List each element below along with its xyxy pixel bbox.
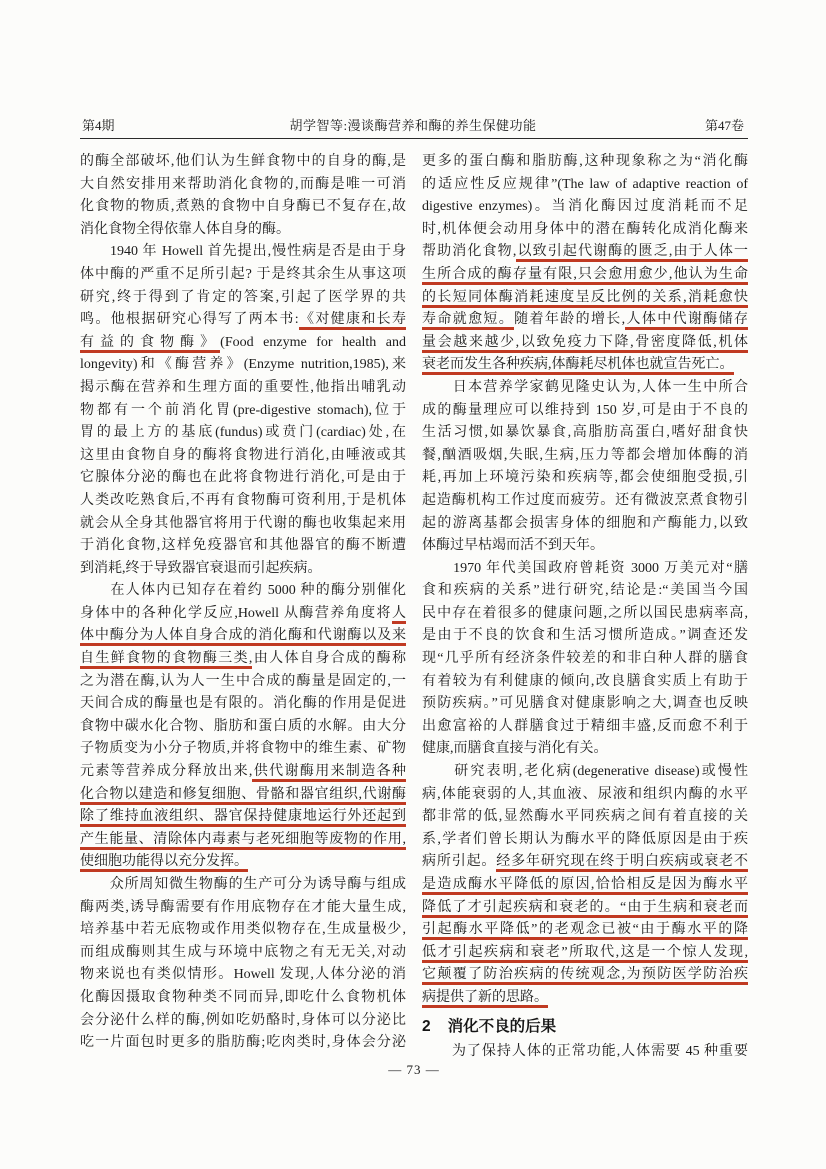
- text-line: 更多的蛋白酶和脂肪酶,这种现象称之为“消化酶: [422, 154, 748, 169]
- red-underline-annotation: 衰老而发生各种疾病,体酶耗尽机体也就宣告死亡。: [422, 357, 734, 375]
- text-line: 1940 年 Howell 首先提出,慢性病是否是由于身: [80, 244, 406, 260]
- text-line: [80, 829, 406, 852]
- page-header: [82, 115, 744, 134]
- text-line: 消化食物全得依靠人体自身的酶。: [80, 221, 290, 237]
- text-line: 之为潜在酶,认为人一生中合成的酶量是固定的,一: [80, 673, 406, 689]
- red-underline-annotation: 它颠覆了防治疾病的传统观念,为预防医学防治疾: [422, 967, 748, 985]
- text-line: digestive enzymes)。当消化酶因过度消耗而不足: [422, 199, 748, 215]
- red-underline-annotation: 除了维持血液组织、器官保持健康地运行外还起到: [80, 809, 406, 827]
- text-line: 的适应性反应规律”(The law of adaptive reaction of: [422, 176, 748, 192]
- text-line: 起造酶机构工作过度而疲劳。还有微波烹煮食物引: [422, 492, 748, 508]
- text-line: 物来说也有类似情形。Howell 发现,人体分泌的消: [80, 967, 406, 983]
- text-line: 有着较为有利健康的倾向,改良膳食实质上有助于: [422, 673, 748, 689]
- text-line: 大自然安排用来帮助消化食物的,而酶是唯一可消: [80, 176, 406, 192]
- text-line: 鸣。他根据研究心得写了两本书:《对健康和长寿: [80, 309, 406, 332]
- text-line: 系,学者们曾长期认为酶水平的降低原因是由于疾: [422, 831, 748, 847]
- section-number: 2: [422, 1017, 431, 1035]
- text-line: 它腺体分泌的酶也在此将食物进行消化,可是由于: [80, 470, 406, 486]
- text-line: 化酶因摄取食物种类不同而异,即吃什么食物机体: [80, 989, 406, 1005]
- text-line: 时,机体便会动用身体中的潜在酶转化成消化酶来: [422, 221, 748, 237]
- red-underline-annotation: 产生能量、清除体内毒素与老死细胞等废物的作用,: [80, 832, 406, 850]
- text-line: 天间合成的酶量也是有限的。消化酶的作用是促进: [80, 696, 406, 712]
- red-underline-annotation: 化合物以建造和修复细胞、骨骼和器官组织,代谢酶: [80, 787, 406, 805]
- text-line: 餐,酗酒吸烟,失眠,生病,压力等都会增加体酶的消: [422, 447, 748, 463]
- red-underline-annotation: 的长短同体酶消耗速度呈反比例的关系,消耗愈快: [422, 290, 748, 308]
- text-line: [422, 332, 748, 355]
- text-line: 为了保持人体的正常功能,人体需要 45 种重要: [422, 1043, 748, 1059]
- right-column: [422, 151, 748, 1063]
- text-line: [422, 287, 748, 310]
- text-line: [80, 625, 406, 648]
- red-underline-annotation: 量会越来越少,以致免疫力下降,骨密度降低,机体: [422, 335, 748, 353]
- text-line: 揭示酶在营养和生理方面的重要性,他指出哺乳动: [80, 379, 406, 395]
- red-underline-annotation: 使细胞功能得以充分发挥。: [80, 854, 248, 872]
- text-line: 就会从全身其他器官将用于代谢的酶也收集起来用: [80, 515, 406, 531]
- section-heading: [422, 1017, 748, 1037]
- text-line: 食物中碳水化合物、脂肪和蛋白质的水解。由大分: [80, 718, 406, 734]
- text-line: 这里由食物自身的酶将食物进行消化,由唾液或其: [80, 447, 406, 463]
- text-line: 体酶过早枯竭而活不到天年。: [422, 538, 604, 554]
- text-line: [422, 354, 748, 377]
- text-line: 吃一片面包时更多的脂肪酶;吃肉类时,身体会分泌: [80, 1035, 406, 1051]
- text-line: [80, 806, 406, 829]
- text-line: [80, 784, 406, 807]
- text-line: 众所周知微生物酶的生产可分为诱导酶与组成: [80, 877, 406, 892]
- red-underline-annotation: 以致引起代谢酶的匮乏,由于人体一: [516, 244, 748, 262]
- text-line: 自生鲜食物的食物酶三类,由人体自身合成的酶称: [80, 648, 406, 671]
- red-underline-annotation: 是造成酶水平降低的原因,恰恰相反是因为酶水平: [422, 877, 748, 895]
- text-line: 健康,而膳食直接与消化有关。: [422, 741, 608, 757]
- red-underline-annotation: 降低了才引起疾病和衰老的。“由于生病和衰老而: [422, 900, 748, 918]
- text-line: [422, 264, 748, 287]
- text-line: 都非常的低,显然酶水平同疾病之间有着直接的关: [422, 809, 748, 825]
- red-underline-annotation: 人体中代谢酶储存: [625, 312, 748, 330]
- text-line: 会分泌什么样的酶,例如吃奶酪时,身体可以分泌比: [80, 1012, 406, 1028]
- section-title: 消化不良的后果: [447, 1017, 557, 1035]
- text-line: 现“几乎所有经济条件较差的和非白种人群的膳食: [422, 651, 748, 667]
- text-line: 化食物的物质,煮熟的食物中自身酶已不复存在,故: [80, 199, 406, 215]
- text-line: 病所引起。经多年研究现在终于明白疾病或衰老不: [422, 851, 748, 874]
- text-line: 研究,终于得到了肯定的答案,引起了医学界的共: [80, 289, 406, 305]
- red-underline-annotation: 低才引起疾病和衰老”所取代,这是一个惊人发现,: [422, 945, 748, 963]
- red-underline-annotation: 病提供了新的思路。: [422, 990, 548, 1008]
- text-line: 子物质变为小分子物质,并将食物中的维生素、矿物: [80, 741, 406, 757]
- text-line: [422, 919, 748, 942]
- text-line: 食和疾病的关系”进行研究,结论是:“美国当今国: [422, 583, 748, 599]
- text-line: 生活习惯,如暴饮暴食,高脂肪高蛋白,嗜好甜食快: [422, 425, 748, 441]
- red-underline-annotation: 经多年研究现在终于明白疾病或衰老不: [496, 854, 748, 872]
- text-line: [422, 964, 748, 987]
- text-line: 1970 年代美国政府曾耗资 3000 万美元对“膳: [422, 560, 748, 576]
- text-line: 成的酶量理应可以维持到 150 岁,可是由于不良的: [422, 402, 748, 418]
- text-line: 到消耗,终于导致器官衰退而引起疾病。: [80, 560, 322, 576]
- page-number: — 73 —: [388, 1062, 440, 1077]
- header-rule: [80, 138, 748, 139]
- text-line: 是由于不良的饮食和生活习惯所造成。”调查还发: [422, 628, 748, 644]
- text-line: [422, 987, 748, 1010]
- text-line: 在人体内已知存在着约 5000 种的酶分别催化: [80, 583, 406, 599]
- text-line: 酶两类,诱导酶需要有作用底物存在才能大量生成,: [80, 899, 406, 915]
- text-line: 有益的食物酶》(Food enzyme for health and: [80, 332, 406, 355]
- text-line: 预防疾病。”可见膳食对健康影响之大,调查也反映: [422, 696, 748, 712]
- text-line: 物都有一个前消化胃(pre-digestive stomach),位于: [80, 402, 406, 418]
- red-underline-annotation: 生所合成的酶存量有限,只会愈用愈少,他认为生命: [422, 267, 748, 285]
- volume-label: 第47卷: [704, 118, 744, 133]
- text-line: 日本营养学家鹤见隆史认为,人体一生中所合: [422, 379, 748, 395]
- red-underline-annotation: 寿命就愈短。: [422, 312, 514, 330]
- red-underline-annotation: 《对健康和长寿: [299, 312, 406, 330]
- red-underline-annotation: 自生鲜食物的食物酶三类,: [80, 651, 252, 669]
- text-line: 民中存在着很多的健康问题,之所以国民患病率高,: [422, 605, 748, 621]
- text-line: 研究表明,老化病(degenerative disease)或慢性: [422, 764, 748, 780]
- text-line: 病,体能衰弱的人,其血液、尿液和组织内酶的水平: [422, 786, 748, 802]
- text-line: longevity)和《酶营养》(Enzyme nutrition,1985),来: [80, 357, 406, 373]
- red-underline-annotation: 有益的食物酶》: [80, 335, 220, 353]
- text-line: [422, 942, 748, 965]
- issue-label: 第4期: [82, 118, 115, 133]
- text-line: 而组成酶则其生成与环境中底物之有无无关,对动: [80, 944, 406, 960]
- red-underline-annotation: 体中酶分为人体自身合成的消化酶和代谢酶以及来: [80, 628, 406, 646]
- text-line: 身体中的各种化学反应,Howell 从酶营养角度将人: [80, 603, 406, 626]
- text-line: 寿命就愈短。随着年龄的增长,人体中代谢酶储存: [422, 309, 748, 332]
- text-line: 元素等营养成分释放出来,供代谢酶用来制造各种: [80, 761, 406, 784]
- text-line: 起的游离基都会损害身体的细胞和产酶能力,以致: [422, 515, 748, 531]
- text-line: 耗,再加上环境污染和疾病等,都会使细胞受损,引: [422, 470, 748, 486]
- red-underline-annotation: 引起酶水平降低”的老观念已被“由于酶水平的降: [422, 922, 748, 940]
- red-underline-annotation: 人: [392, 606, 406, 624]
- text-line: 胃的最上方的基底(fundus)或贲门(cardiac)处,在: [80, 425, 406, 441]
- text-line: 的酶全部破坏,他们认为生鲜食物中的自身的酶,是: [80, 154, 406, 169]
- text-line: 帮助消化食物,以致引起代谢酶的匮乏,由于人体一: [422, 241, 748, 264]
- text-line: 于消化食物,这样免疫器官和其他器官的酶不断遭: [80, 538, 406, 554]
- text-line: [422, 897, 748, 920]
- two-column-body: [80, 151, 748, 1063]
- left-column: [80, 151, 406, 1063]
- running-title: 胡学智等:漫谈酶营养和酶的养生保健功能: [289, 118, 537, 133]
- text-line: 出愈富裕的人群膳食过于精细丰盛,反而愈不利于: [422, 718, 748, 734]
- text-line: 体中酶的严重不足所引起? 于是终其余生从事这项: [80, 266, 406, 282]
- text-line: 培养基中若无底物或作用类似物存在,生成量极少,: [80, 922, 406, 938]
- text-line: [422, 874, 748, 897]
- red-underline-annotation: 供代谢酶用来制造各种: [252, 764, 406, 782]
- text-line: 人类改吃熟食后,不再有食物酶可资利用,于是机体: [80, 492, 406, 508]
- text-line: [80, 851, 406, 874]
